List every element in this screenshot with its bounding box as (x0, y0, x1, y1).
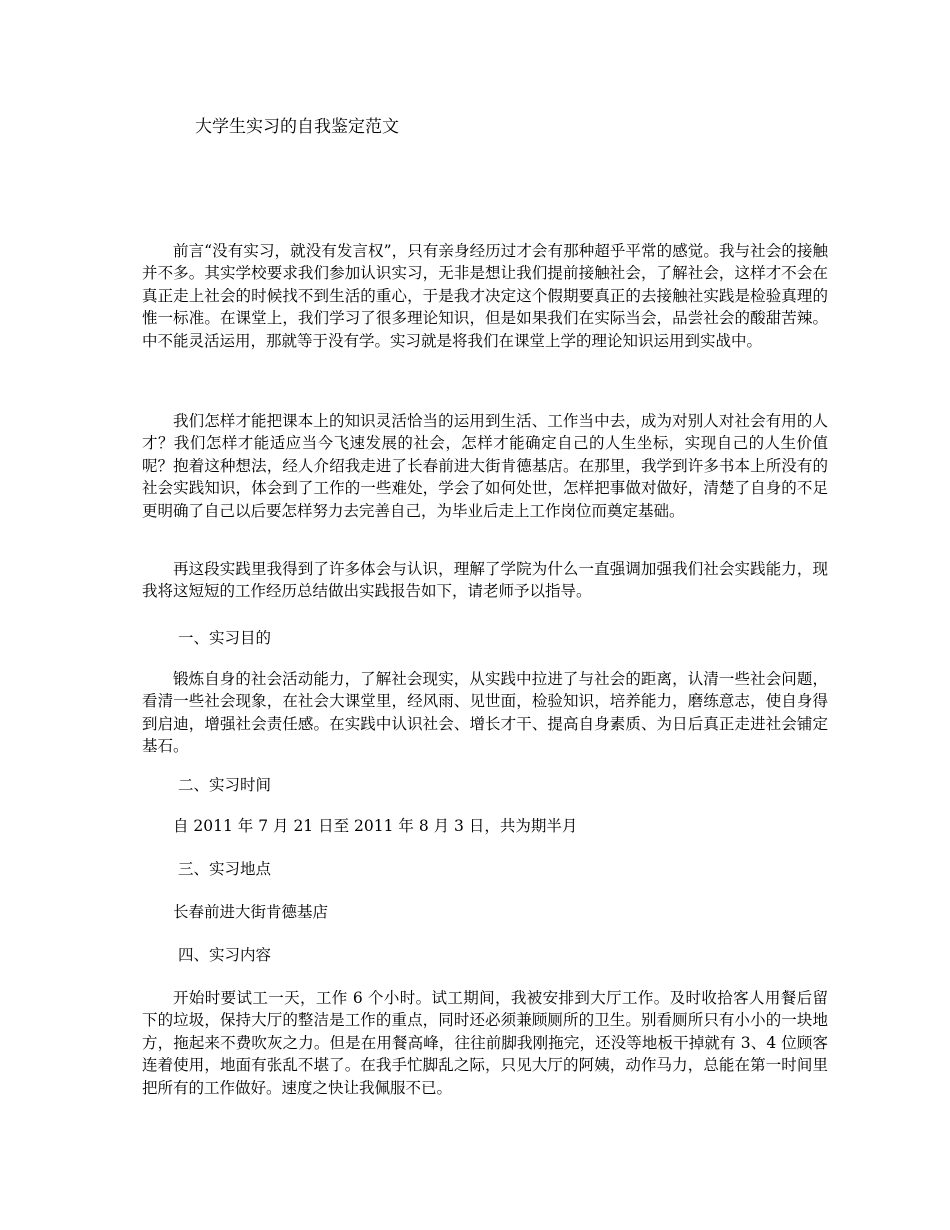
time-paragraph: 自 2011 年 7 月 21 日至 2011 年 8 月 3 日，共为期半月 (173, 817, 578, 835)
document-title: 大学生实习的自我鉴定范文 (195, 117, 399, 137)
intro-paragraph: 前言“没有实习，就没有发言权”，只有亲身经历过才会有那种超乎平常的感觉。我与社会的接触并不多。其实学校要求我们参加认识实习，无非是想让我们提前接触社会，了解社会，这样才不会在真正走上社会的时候找不到生活的重心，于是我才决定这个假期要真正的去接触社实践是检验真理的惟一标准。在课堂上，我们学习了很多理论知识，但是如果我们在实际当会，品尝社会的酸甜苦辣。中不能灵活运用，那就等于没有学。实习就是将我们在课堂上学的理论知识运用到实战中。 (142, 242, 828, 350)
section-heading-place: 三、实习地点 (178, 860, 272, 878)
content-paragraph: 开始时要试工一天，工作 6 个小时。试工期间，我被安排到大厅工作。及时收拾客人用餐后留下的垃圾，保持大厅的整洁是工作的重点，同时还必须兼顾厕所的卫生。别看厕所只有小小的一块地方，拖起来不费吹灰之力。但是在用餐高峰，往往前脚我刚拖完，还没等地板干掉就有 3、4 位顾客连着使用，地面有张乱不堪了。在我手忙脚乱之际，只见大厅的阿姨，动作马力，总能在第一时间里把所有的工作做好。速度之快让我佩服不已。 (142, 989, 828, 1097)
section-heading-purpose: 一、实习目的 (178, 629, 272, 647)
purpose-paragraph: 锻炼自身的社会活动能力，了解社会现实，从实践中拉进了与社会的距离，认清一些社会问题，看清一些社会现象，在社会大课堂里，经风雨、见世面，检验知识，培养能力，磨练意志，使自身得到启迪，增强社会责任感。在实践中认识社会、增长才干、提高自身素质、为日后真正走进社会铺定基石。 (142, 670, 828, 756)
section-heading-content: 四、实习内容 (178, 946, 272, 964)
section-heading-time: 二、实习时间 (178, 776, 272, 794)
second-paragraph: 我们怎样才能把课本上的知识灵活恰当的运用到生活、工作当中去，成为对别人对社会有用的人才？我们怎样才能适应当今飞速发展的社会，怎样才能确定自己的人生坐标，实现自己的人生价值呢？抱着这种想法，经人介绍我走进了长春前进大街肯德基店。在那里，我学到许多书本上所没有的社会实践知识，体会到了工作的一些难处，学会了如何处世，怎样把事做对做好，清楚了自身的不足更明确了自己以后要怎样努力去完善自己，为毕业后走上工作岗位而奠定基础。 (142, 412, 828, 520)
place-paragraph: 长春前进大街肯德基店 (173, 903, 329, 921)
third-paragraph: 再这段实践里我得到了许多体会与认识，理解了学院为什么一直强调加强我们社会实践能力，现我将这短短的工作经历总结做出实践报告如下，请老师予以指导。 (142, 560, 828, 601)
